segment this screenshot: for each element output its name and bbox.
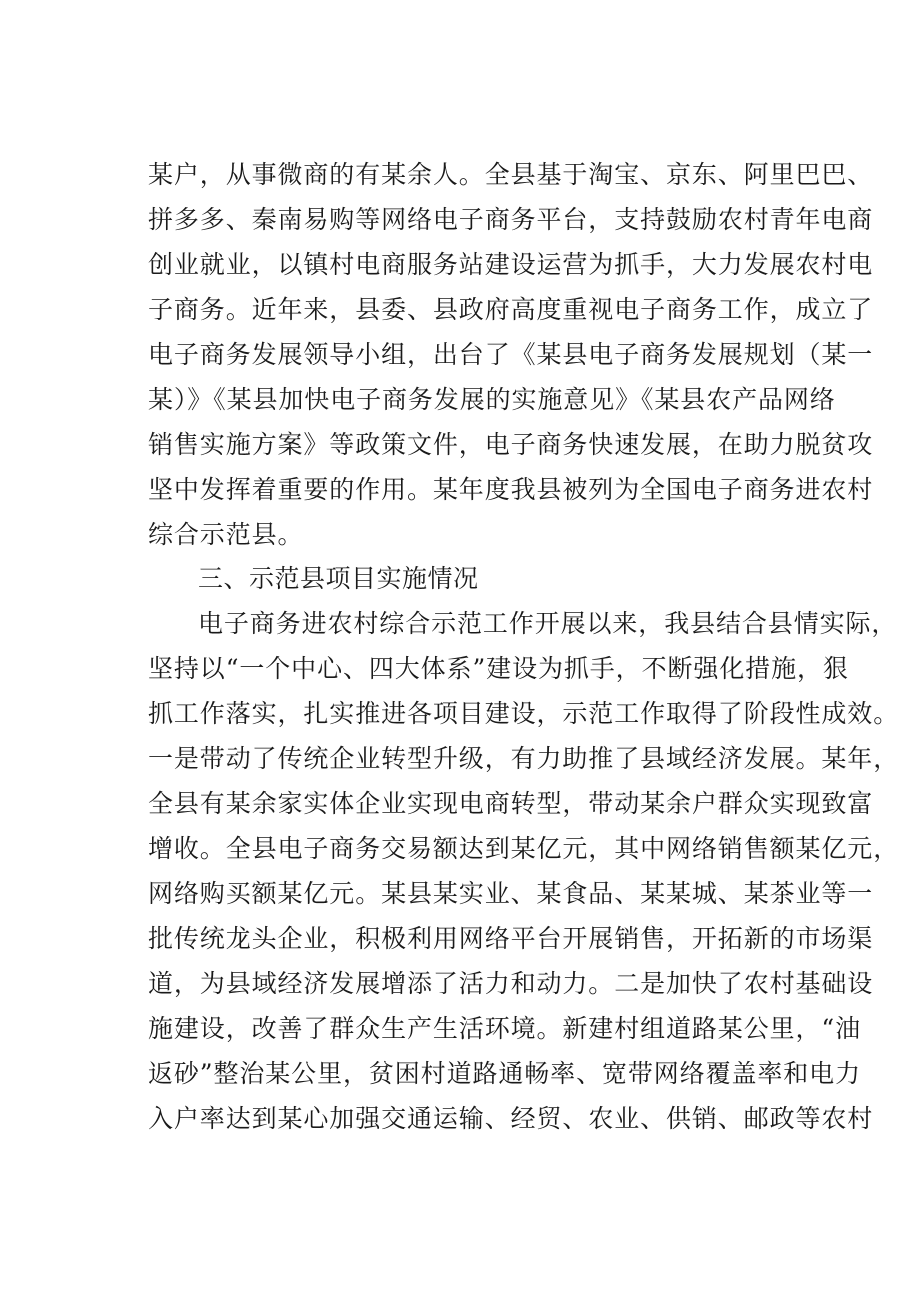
paragraph-line: 返砂”整治某公里，贫困村道路通畅率、宽带网络覆盖率和电力 <box>148 1059 861 1088</box>
paragraph-line: 子商务。近年来，县委、县政府高度重视电子商务工作，成立了 <box>148 295 874 324</box>
paragraph-line: 坚持以“一个中心、四大体系”建设为抓手，不断强化措施，狠 <box>148 654 849 683</box>
paragraph-line: 入户率达到某心加强交通运输、经贸、农业、供销、邮政等农村 <box>148 1104 874 1133</box>
paragraph-line: 道，为县域经济发展增添了活力和动力。二是加快了农村基础设 <box>148 969 874 998</box>
paragraph-line: 某）》《某县加快电子商务发展的实施意见》《某县农产品网络 <box>148 385 836 414</box>
paragraph-line: 施建设，改善了群众生产生活环境。新建村组道路某公里，“油 <box>148 1014 861 1043</box>
paragraph-line: 拼多多、秦南易购等网络电子商务平台，支持鼓励农村青年电商 <box>148 205 874 234</box>
paragraph-line: 抓工作落实，扎实推进各项目建设，示范工作取得了阶段性成效。 <box>148 699 900 728</box>
paragraph-line: 坚中发挥着重要的作用。某年度我县被列为全国电子商务进农村 <box>148 475 874 504</box>
paragraph-line: 一是带动了传统企业转型升级，有力助推了县域经济发展。某年， <box>148 744 900 773</box>
paragraph-line: 电子商务发展领导小组，出台了《某县电子商务发展规划（某一 <box>148 340 874 369</box>
paragraph-line: 批传统龙头企业，积极利用网络平台开展销售，开拓新的市场渠 <box>148 924 874 953</box>
paragraph-line: 创业就业，以镇村电商服务站建设运营为抓手，大力发展农村电 <box>148 250 874 279</box>
paragraph-line: 增收。全县电子商务交易额达到某亿元，其中网络销售额某亿元， <box>148 834 900 863</box>
section-heading: 三、示范县项目实施情况 <box>198 564 479 593</box>
paragraph-line: 网络购买额某亿元。某县某实业、某食品、某某城、某茶业等一 <box>148 879 874 908</box>
paragraph-line: 综合示范县。 <box>148 520 304 549</box>
paragraph-line: 某户，从事微商的有某余人。全县基于淘宝、京东、阿里巴巴、 <box>148 160 874 189</box>
paragraph-line: 全县有某余家实体企业实现电商转型，带动某余户群众实现致富 <box>148 789 874 818</box>
paragraph-line: 电子商务进农村综合示范工作开展以来，我县结合县情实际， <box>198 609 898 638</box>
paragraph-line: 销售实施方案》等政策文件，电子商务快速发展，在助力脱贫攻 <box>148 430 874 459</box>
